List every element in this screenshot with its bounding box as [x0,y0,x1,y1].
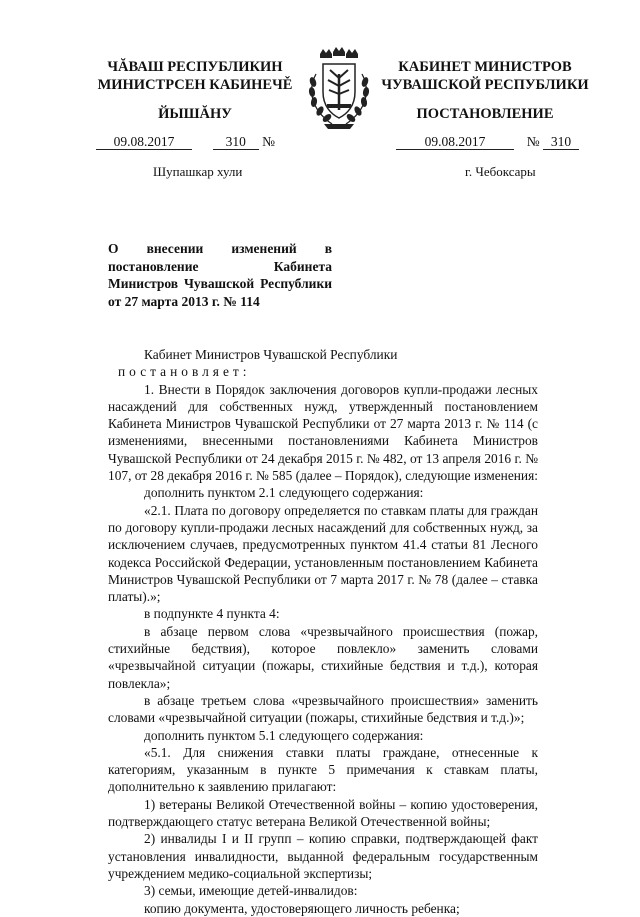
preamble [108,346,538,381]
paragraph: в абзаце первом слова «чрезвычайного происшествия (пожар, стихийные бедствия), которое повлекло» заменить словами «чрезвычайной ситуации (пожары, стихийные бедствия и т.д.), которая повлекла»; [108,623,538,691]
paragraph: 3) семьи, имеющие детей-инвалидов: [144,883,358,899]
preamble-verb: постановляет: [118,364,251,380]
left-org-line-1: ЧĂВАШ РЕСПУБЛИКИН [107,59,283,75]
left-number-sign: № [262,134,276,149]
document-subject: О внесении изменений в постановление Кабинета Министров Чувашской Республики от 27 марта 2013 г. № 114 [108,241,332,309]
paragraph: копию документа, удостоверяющего личность ребенка; [144,900,460,916]
paragraph: 1. Внести в Порядок заключения договоров купли-продажи лесных насаждений для собственных нужд, утвержденный постановлением Кабинета Министров Чувашской Республики от 27 марта 2013 г. № 114 (с изменениями, внесенными постановлениями Кабинета Министров Чувашской Республики от 24 декабря 2015 г. № 482, от 13 апреля 2016 г. № 107, от 28 декабря 2016 г. № 585 (далее – Порядок), следующие изменения: [108,381,538,484]
left-org-line-2: МИНИСТРСЕН КАБИНЕЧĚ [97,77,293,93]
paragraph: в абзаце третьем слова «чрезвычайного происшествия» заменить словами «чрезвычайной ситуации (пожары, стихийные бедствия и т.д.)»; [108,692,538,726]
paragraph: дополнить пунктом 5.1 следующего содержания: [144,727,424,743]
paragraph: в подпункте 4 пункта 4: [144,606,280,622]
left-doc-type: ЙЫШĂНУ [158,106,232,122]
left-place: Шупашкар хули [153,164,243,179]
left-number: 310 [213,135,259,150]
paragraph: «2.1. Плата по договору определяется по ставкам платы для граждан по договору купли-продажи лесных насаждений для собственных нужд, за исключением случаев, предусмотренных пунктом 41.4 статьи 81 Лесного кодекса Российской Федерации, установленным постановлением Кабинета Министров Чувашской Республики от 7 марта 2017 г. № 78 (далее – ставка платы).»; [108,502,538,605]
paragraph: дополнить пунктом 2.1 следующего содержания: [144,485,424,501]
right-date: 09.08.2017 [396,135,514,150]
left-org-name [80,58,310,94]
paragraph: 1) ветераны Великой Отечественной войны – копию удостоверения, подтверждающего статус ветерана Великой Отечественной войны; [108,796,538,830]
right-org-line-2: ЧУВАШСКОЙ РЕСПУБЛИКИ [381,77,589,93]
paragraph: «5.1. Для снижения ставки платы граждане, отнесенные к категориям, указанным в пункте 5 примечания к ставкам платы, дополнительно к заявлению прилагают: [108,744,538,795]
left-date: 09.08.2017 [96,135,192,150]
preamble-org: Кабинет Министров Чувашской Республики [144,347,398,362]
left-date-number [96,134,326,150]
right-org-line-1: КАБИНЕТ МИНИСТРОВ [398,59,572,75]
paragraph: 2) инвалиды I и II групп – копию справки, подтверждающей факт установления инвалидности, выданной федеральным государственным учреждением медико-социальной экспертизы; [108,831,538,881]
document-body [108,346,538,917]
right-doc-type: ПОСТАНОВЛЕНИЕ [416,106,554,122]
right-org-name [365,58,605,94]
right-number-sign: № [526,134,540,149]
right-date-number [396,134,616,150]
right-place: г. Чебоксары [465,164,536,179]
right-number: 310 [543,135,579,150]
